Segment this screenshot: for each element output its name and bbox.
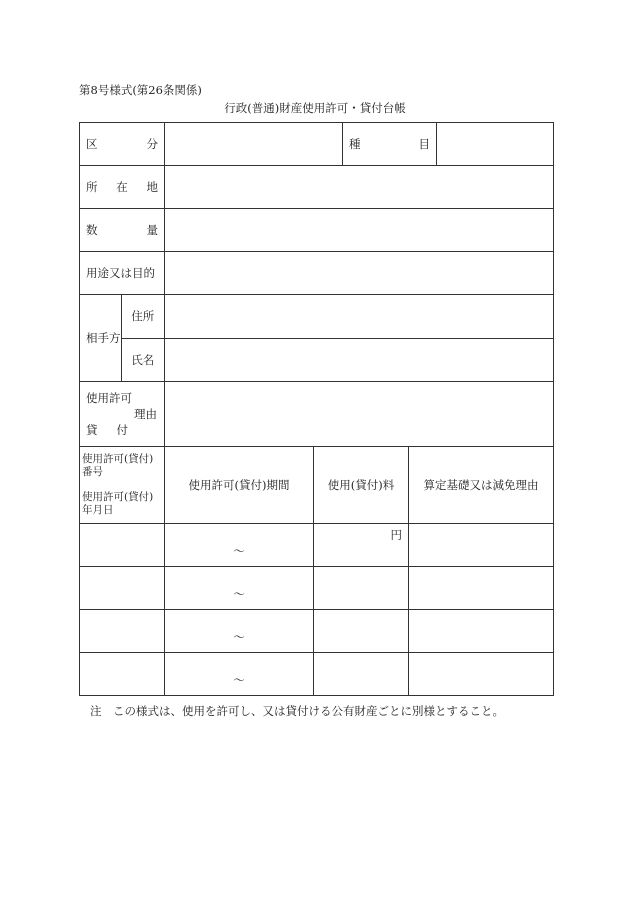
field-jusho[interactable] (165, 295, 554, 339)
row-yoto (80, 252, 554, 295)
entry-basis[interactable] (409, 610, 554, 653)
field-yoto[interactable] (165, 252, 554, 295)
label-shozaichi-1: 所 (86, 180, 98, 194)
label-shumoku-2: 目 (418, 137, 431, 151)
entry-fee[interactable] (314, 567, 409, 610)
header-date-2: 年月日 (82, 504, 114, 516)
header-number-2: 番号 (82, 466, 103, 478)
entry-number-date[interactable] (80, 567, 165, 610)
label-shozaichi (80, 166, 165, 209)
label-jusho: 住所 (122, 295, 165, 339)
field-kubun[interactable] (165, 123, 343, 166)
field-shimei[interactable] (165, 338, 554, 382)
label-shumoku-1: 種 (349, 137, 361, 151)
form-number: 第8号様式(第26条関係) (79, 83, 202, 97)
field-shozaichi[interactable] (165, 166, 554, 209)
label-aitekata-group (80, 295, 165, 382)
entry-row (80, 567, 554, 610)
entry-basis[interactable] (409, 524, 554, 567)
label-kubun (80, 123, 165, 166)
header-number-date (80, 447, 165, 524)
label-reason-1: 使用許可 (86, 391, 132, 405)
label-aitekata: 相手方 (80, 295, 122, 381)
label-shumoku (343, 123, 437, 166)
entry-fee[interactable] (314, 653, 409, 696)
entry-basis[interactable] (409, 653, 554, 696)
row-kubun (80, 123, 554, 166)
entry-fee[interactable] (314, 610, 409, 653)
row-reason (80, 382, 554, 447)
entry-period[interactable] (165, 653, 314, 696)
entry-number-date[interactable] (80, 610, 165, 653)
period-tilde: ～ (233, 587, 245, 601)
row-jusho (80, 295, 554, 339)
label-kubun-1: 区 (86, 137, 98, 151)
entry-row (80, 610, 554, 653)
entry-period[interactable] (165, 524, 314, 567)
label-yoto: 用途又は目的 (80, 252, 165, 295)
entry-row (80, 524, 554, 567)
label-shimei: 氏名 (131, 352, 155, 367)
header-number-1: 使用許可(貸付) (82, 453, 154, 465)
entry-period[interactable] (165, 567, 314, 610)
period-tilde: ～ (233, 630, 245, 644)
entry-number-date[interactable] (80, 653, 165, 696)
header-date-1: 使用許可(貸付) (82, 491, 154, 503)
entries-header-row (80, 447, 554, 524)
field-shumoku[interactable] (437, 123, 554, 166)
label-reason-2: 理由 (134, 407, 157, 421)
period-tilde: ～ (233, 673, 245, 687)
label-shozaichi-3: 地 (146, 180, 158, 194)
fee-unit: 円 (390, 528, 403, 542)
entry-number-date[interactable] (80, 524, 165, 567)
label-shozaichi-2: 在 (116, 180, 128, 194)
field-suryo[interactable] (165, 209, 554, 252)
entry-period[interactable] (165, 610, 314, 653)
period-tilde: ～ (233, 544, 245, 558)
page-title: 行政(普通)財産使用許可・貸付台帳 (224, 101, 406, 115)
header-period: 使用許可(貸付)期間 (165, 447, 314, 524)
label-reason-3: 貸 (86, 423, 98, 437)
label-kubun-2: 分 (146, 137, 158, 151)
entry-basis[interactable] (409, 567, 554, 610)
entry-row (80, 653, 554, 696)
label-reason-4: 付 (116, 423, 128, 437)
label-reason (80, 382, 165, 447)
field-reason[interactable] (165, 382, 554, 447)
row-shozaichi (80, 166, 554, 209)
header-fee: 使用(貸付)料 (314, 447, 409, 524)
row-suryo (80, 209, 554, 252)
label-suryo-2: 量 (146, 223, 158, 237)
entry-fee[interactable] (314, 524, 409, 567)
footnote: 注 この様式は、使用を許可し、又は貸付ける公有財産ごとに別様とすること。 (90, 704, 504, 718)
ledger-table (79, 122, 554, 696)
label-suryo-1: 数 (86, 223, 98, 237)
header-basis: 算定基礎又は減免理由 (409, 447, 554, 524)
label-suryo (80, 209, 165, 252)
